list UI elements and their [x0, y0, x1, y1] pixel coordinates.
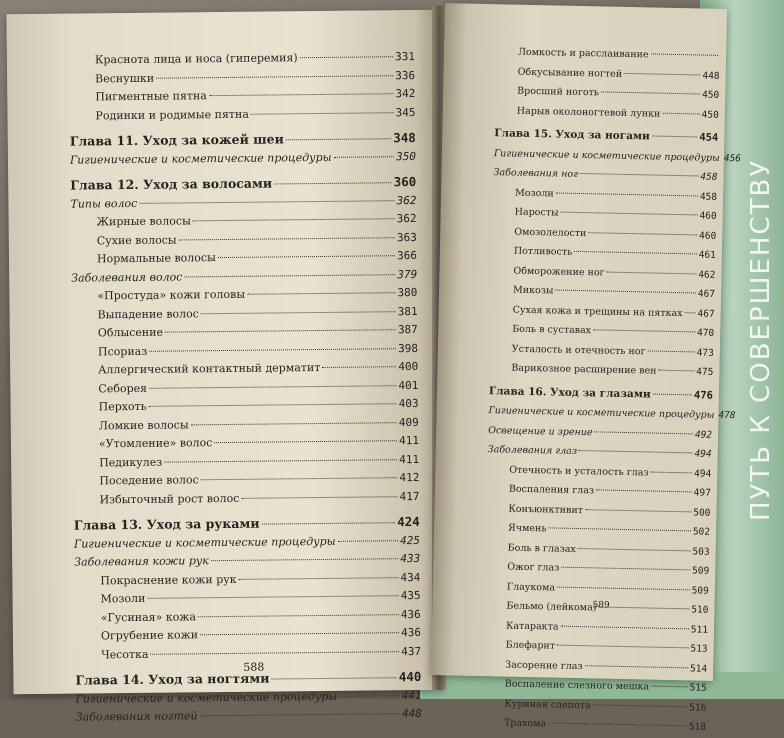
toc-entry-page-number: 348: [393, 129, 416, 148]
toc-entry-title: Аллергический контактный дерматит: [98, 359, 320, 380]
toc-entry-page-number: 387: [398, 321, 418, 340]
toc-leader-dots: [201, 477, 398, 480]
toc-entry-page-number: 448: [402, 705, 422, 724]
toc-entry-page-number: 461: [698, 245, 716, 265]
toc-entry-title: Глава 15. Уход за ногами: [494, 124, 650, 147]
toc-entry-title: Перхоть: [98, 398, 146, 417]
toc-leader-dots: [300, 56, 393, 58]
toc-leader-dots: [574, 251, 696, 255]
toc-entry-page-number: 516: [689, 698, 707, 718]
toc-entry-title: Катаракта: [506, 616, 559, 637]
toc-entry-title: Микозы: [513, 281, 554, 301]
toc-entry-page-number: 434: [400, 568, 420, 587]
toc-leader-dots: [262, 522, 396, 524]
toc-leader-dots: [165, 329, 396, 332]
toc-entry-page-number: 417: [400, 487, 420, 506]
toc-leader-dots: [150, 651, 399, 655]
toc-entry-page-number: 345: [396, 103, 416, 122]
toc-leader-dots: [662, 112, 699, 114]
toc-entry-page-number: 460: [699, 206, 717, 226]
toc-entry-page-number: 511: [691, 620, 709, 640]
toc-entry-page-number: 454: [699, 128, 718, 148]
toc-leader-dots: [147, 595, 398, 599]
toc-entry-title: Сухая кожа и трещины на пятках: [512, 300, 682, 323]
toc-leader-dots: [211, 558, 399, 561]
toc-leader-dots: [274, 182, 392, 184]
toc-entry-title: Педикулез: [99, 453, 162, 472]
toc-leader-dots: [164, 459, 397, 462]
toc-leader-dots: [579, 450, 692, 453]
left-page: [6, 10, 443, 694]
toc-leader-dots: [593, 704, 688, 707]
toc-entry-page-number: 497: [693, 483, 711, 503]
toc-entry-title: Ломкость и расслаивание: [518, 43, 649, 65]
toc-leader-dots: [578, 548, 691, 551]
toc-entry-page-number: 350: [396, 147, 416, 166]
toc-entry-title: Ломкие волосы: [99, 416, 189, 435]
toc-leader-dots: [201, 311, 396, 314]
toc-leader-dots: [549, 527, 691, 531]
toc-leader-dots: [193, 218, 395, 221]
toc-leader-dots: [685, 312, 696, 313]
toc-entry-title: Типы волос: [70, 194, 137, 213]
toc-entry-page-number: 476: [694, 386, 713, 406]
toc-entry-page-number: 502: [693, 522, 711, 542]
toc-entry-page-number: 518: [689, 717, 707, 737]
toc-entry-title: Облысение: [98, 324, 163, 343]
toc-entry-page-number: 435: [401, 587, 421, 606]
toc-leader-dots: [651, 53, 718, 55]
toc-leader-dots: [209, 93, 394, 96]
toc-entry-title: Мозоли: [100, 590, 145, 609]
toc-leader-dots: [218, 255, 395, 258]
toc-entry-title: Заболевания волос: [71, 268, 182, 288]
toc-entry-title: Глаукома: [507, 577, 556, 598]
toc-leader-dots: [241, 496, 397, 499]
toc-leader-dots: [601, 91, 700, 94]
toc-entry-title: Обкусывание ногтей: [517, 62, 622, 84]
toc-leader-dots: [191, 422, 397, 425]
toc-entry-title: Заболевания кожи рук: [74, 552, 209, 572]
toc-entry-item: [517, 101, 719, 125]
toc-entry-title: Боль в суставах: [512, 320, 591, 341]
toc-leader-dots: [593, 329, 695, 332]
toc-entry-title: Глава 14. Уход за ногтями: [75, 670, 269, 691]
toc-entry-page-number: 363: [397, 228, 417, 247]
toc-entry-page-number: 475: [696, 362, 714, 382]
toc-entry-title: Наросты: [514, 203, 558, 223]
toc-entry-page-number: 456: [724, 148, 742, 168]
right-page: [431, 3, 727, 681]
toc-leader-dots: [624, 72, 700, 75]
toc-leader-dots: [239, 577, 399, 580]
toc-leader-dots: [607, 271, 697, 274]
toc-leader-dots: [653, 393, 692, 395]
toc-entry-page-number: 424: [397, 513, 420, 532]
toc-leader-dots: [198, 614, 399, 617]
toc-leader-dots: [156, 75, 393, 78]
toc-entry-title: Огрубение кожи: [101, 626, 198, 646]
toc-entry-page-number: 500: [693, 503, 711, 523]
toc-entry-title: Трахома: [504, 714, 547, 734]
toc-leader-dots: [286, 138, 391, 140]
toc-entry-title: Куриная слепота: [504, 694, 591, 715]
toc-entry-title: «Утомление» волос: [99, 434, 213, 454]
toc-entry-title: Поседение волос: [99, 471, 199, 491]
toc-entry-page-number: 436: [401, 605, 421, 624]
toc-leader-dots: [585, 665, 688, 668]
toc-leader-dots: [139, 200, 394, 204]
toc-leader-dots: [149, 385, 396, 389]
toc-entry-page-number: 409: [399, 413, 419, 432]
toc-entry-title: Жирные волосы: [97, 212, 191, 231]
toc-leader-dots: [200, 713, 400, 716]
toc-entry-page-number: 331: [395, 48, 415, 67]
toc-entry-title: Гигиенические и косметические процедуры: [494, 144, 720, 168]
toc-leader-dots: [322, 366, 396, 368]
toc-leader-dots: [652, 135, 697, 137]
toc-leader-dots: [659, 370, 695, 372]
toc-entry-page-number: 458: [700, 187, 718, 207]
toc-entry-page-number: 509: [691, 581, 709, 601]
toc-entry-title: Варикозное расширение вен: [511, 359, 657, 382]
toc-entry-title: Гигиенические и косметические процедуры: [488, 401, 714, 425]
toc-entry-page-number: 411: [399, 432, 419, 451]
toc-entry-title: Заболевания глаз: [488, 440, 578, 461]
toc-entry-page-number: 494: [694, 444, 712, 464]
toc-leader-dots: [338, 540, 399, 542]
toc-entry-page-number: 467: [698, 284, 716, 304]
toc-entry-item: [99, 487, 419, 509]
toc-entry-page-number: 342: [395, 85, 415, 104]
toc-leader-dots: [334, 156, 395, 158]
toc-entry-title: Сухие волосы: [97, 231, 177, 250]
toc-entry-title: Краснота лица и носа (гиперемия): [95, 49, 298, 70]
toc-entry-item: [504, 714, 706, 738]
toc-leader-dots: [580, 173, 698, 176]
toc-entry-title: Себорея: [98, 379, 147, 398]
toc-entry-page-number: 492: [695, 425, 713, 445]
toc-entry-title: Глава 12. Уход за волосами: [70, 174, 272, 195]
toc-leader-dots: [247, 292, 395, 295]
toc-leader-dots: [548, 722, 687, 726]
toc-entry-title: Освещение и зрение: [488, 421, 593, 443]
left-page-number: 588: [243, 661, 264, 674]
toc-entry-page-number: 503: [692, 542, 710, 562]
toc-entry-title: Покраснение кожи рук: [100, 570, 236, 590]
toc-entry-page-number: 460: [699, 226, 717, 246]
toc-entry-title: Глава 13. Уход за руками: [74, 515, 260, 535]
toc-entry-title: Вросший ноготь: [517, 82, 599, 103]
toc-entry-page-number: 360: [394, 173, 417, 192]
toc-entry-section: [70, 147, 416, 169]
toc-entry-page-number: 450: [702, 86, 720, 106]
toc-entry-page-number: 437: [401, 642, 421, 661]
toc-entry-page-number: 401: [398, 376, 418, 395]
toc-entry-section: [76, 705, 422, 727]
toc-entry-page-number: 433: [400, 550, 420, 569]
toc-entry-title: Гигиенические и косметические процедуры: [74, 532, 336, 553]
toc-leader-dots: [557, 586, 690, 590]
right-page-number: 589: [592, 600, 609, 610]
toc-entry-title: Глава 11. Уход за кожей шеи: [70, 130, 284, 151]
toc-leader-dots: [596, 489, 692, 492]
toc-entry-title: Бельмо (лейкома): [506, 597, 596, 618]
toc-leader-dots: [251, 112, 394, 114]
toc-entry-page-number: 379: [397, 265, 417, 284]
toc-leader-dots: [214, 440, 397, 443]
toc-entry-title: Заболевания ногтей: [76, 707, 198, 727]
toc-entry-title: Чесотка: [101, 645, 149, 664]
toc-entry-title: Нарыв околоногтевой лунки: [517, 101, 661, 124]
toc-entry-title: Заболевания ног: [493, 163, 578, 184]
toc-entry-page-number: 515: [689, 678, 707, 698]
toc-entry-page-number: 425: [400, 531, 420, 550]
toc-entry-page-number: 440: [399, 668, 422, 687]
toc-entry-page-number: 412: [399, 469, 419, 488]
toc-entry-title: Ячмень: [508, 519, 547, 539]
toc-entry-page-number: 494: [694, 464, 712, 484]
toc-leader-dots: [556, 289, 696, 293]
toc-entry-page-number: 362: [396, 191, 416, 210]
book-spine-title: ПУТЬ К СОВЕРШЕНСТВУ: [746, 60, 776, 620]
toc-entry-title: Нормальные волосы: [97, 249, 216, 269]
toc-leader-dots: [588, 232, 697, 235]
toc-entry-title: Глава 16. Уход за глазами: [489, 382, 651, 405]
toc-entry-page-number: 436: [401, 624, 421, 643]
toc-entry-title: Ожог глаз: [507, 558, 560, 579]
toc-entry-page-number: 514: [690, 659, 708, 679]
toc-entry-page-number: 400: [398, 358, 418, 377]
toc-entry-page-number: 450: [701, 105, 719, 125]
toc-leader-dots: [200, 632, 399, 635]
toc-entry-title: Воспаление слезного мешка: [505, 675, 650, 698]
toc-leader-dots: [651, 471, 693, 473]
toc-leader-dots: [179, 237, 395, 240]
toc-entry-page-number: 473: [696, 343, 714, 363]
toc-entry-title: Обморожение ног: [513, 261, 605, 282]
toc-entry-item: [511, 359, 713, 383]
right-toc-list: [482, 42, 720, 737]
toc-entry-page-number: 441: [402, 686, 422, 705]
toc-entry-title: Выпадение волос: [98, 305, 199, 325]
left-toc-list: [69, 48, 422, 727]
toc-leader-dots: [595, 431, 693, 434]
toc-entry-title: Омозолелости: [514, 222, 587, 243]
toc-entry-page-number: 478: [718, 406, 736, 426]
toc-entry-page-number: 509: [692, 561, 710, 581]
toc-entry-title: Мозоли: [515, 183, 554, 203]
toc-entry-title: Потливость: [514, 242, 573, 263]
toc-entry-title: Пигментные пятна: [95, 87, 207, 107]
toc-leader-dots: [561, 567, 690, 571]
toc-entry-title: Конъюнктивит: [508, 499, 583, 520]
toc-entry-page-number: 336: [395, 66, 415, 85]
toc-entry-title: Усталость и отечность ног: [512, 339, 646, 361]
toc-entry-title: «Гусиная» кожа: [101, 608, 196, 627]
toc-leader-dots: [561, 625, 689, 629]
toc-leader-dots: [599, 606, 690, 609]
toc-entry-title: Родинки и родимые пятна: [95, 105, 249, 125]
toc-entry-page-number: 467: [697, 304, 715, 324]
toc-leader-dots: [557, 645, 688, 649]
toc-entry-page-number: 411: [399, 450, 419, 469]
toc-leader-dots: [339, 695, 400, 697]
toc-entry-page-number: 448: [702, 66, 720, 86]
toc-entry-title: Воспаления глаз: [509, 480, 595, 501]
toc-entry-page-number: 513: [690, 639, 708, 659]
toc-entry-title: Боль в глазах: [507, 538, 576, 559]
toc-entry-title: Псориаз: [98, 342, 148, 361]
toc-entry-page-number: 380: [397, 284, 417, 303]
toc-entry-title: Гигиенические и косметические процедуры: [76, 687, 338, 708]
toc-entry-page-number: 403: [399, 395, 419, 414]
toc-entry-page-number: 366: [397, 247, 417, 266]
toc-leader-dots: [149, 403, 397, 407]
toc-entry-title: Гигиенические и косметические процедуры: [70, 148, 332, 169]
toc-entry-title: Засорение глаз: [505, 655, 583, 676]
toc-leader-dots: [556, 192, 698, 196]
toc-entry-page-number: 458: [700, 168, 718, 188]
toc-entry-page-number: 510: [691, 600, 709, 620]
toc-entry-page-number: 462: [698, 265, 716, 285]
toc-entry-page-number: 381: [398, 302, 418, 321]
toc-entry-title: Веснушки: [95, 69, 154, 88]
toc-leader-dots: [561, 212, 698, 216]
toc-leader-dots: [651, 686, 687, 688]
toc-leader-dots: [184, 274, 395, 277]
toc-entry-title: Блефарит: [505, 636, 555, 657]
toc-leader-dots: [149, 348, 396, 352]
toc-entry-title: «Простуда» кожи головы: [97, 286, 245, 306]
toc-entry-title: Отечность и усталость глаз: [509, 460, 649, 482]
toc-entry-title: Избыточный рост волос: [99, 489, 239, 509]
toc-entry-page-number: 362: [397, 210, 417, 229]
toc-leader-dots: [648, 350, 695, 352]
toc-leader-dots: [272, 677, 397, 679]
toc-entry-page-number: 470: [697, 323, 715, 343]
toc-entry-page-number: 398: [398, 339, 418, 358]
toc-entry-item: [95, 103, 415, 125]
toc-leader-dots: [585, 509, 691, 512]
